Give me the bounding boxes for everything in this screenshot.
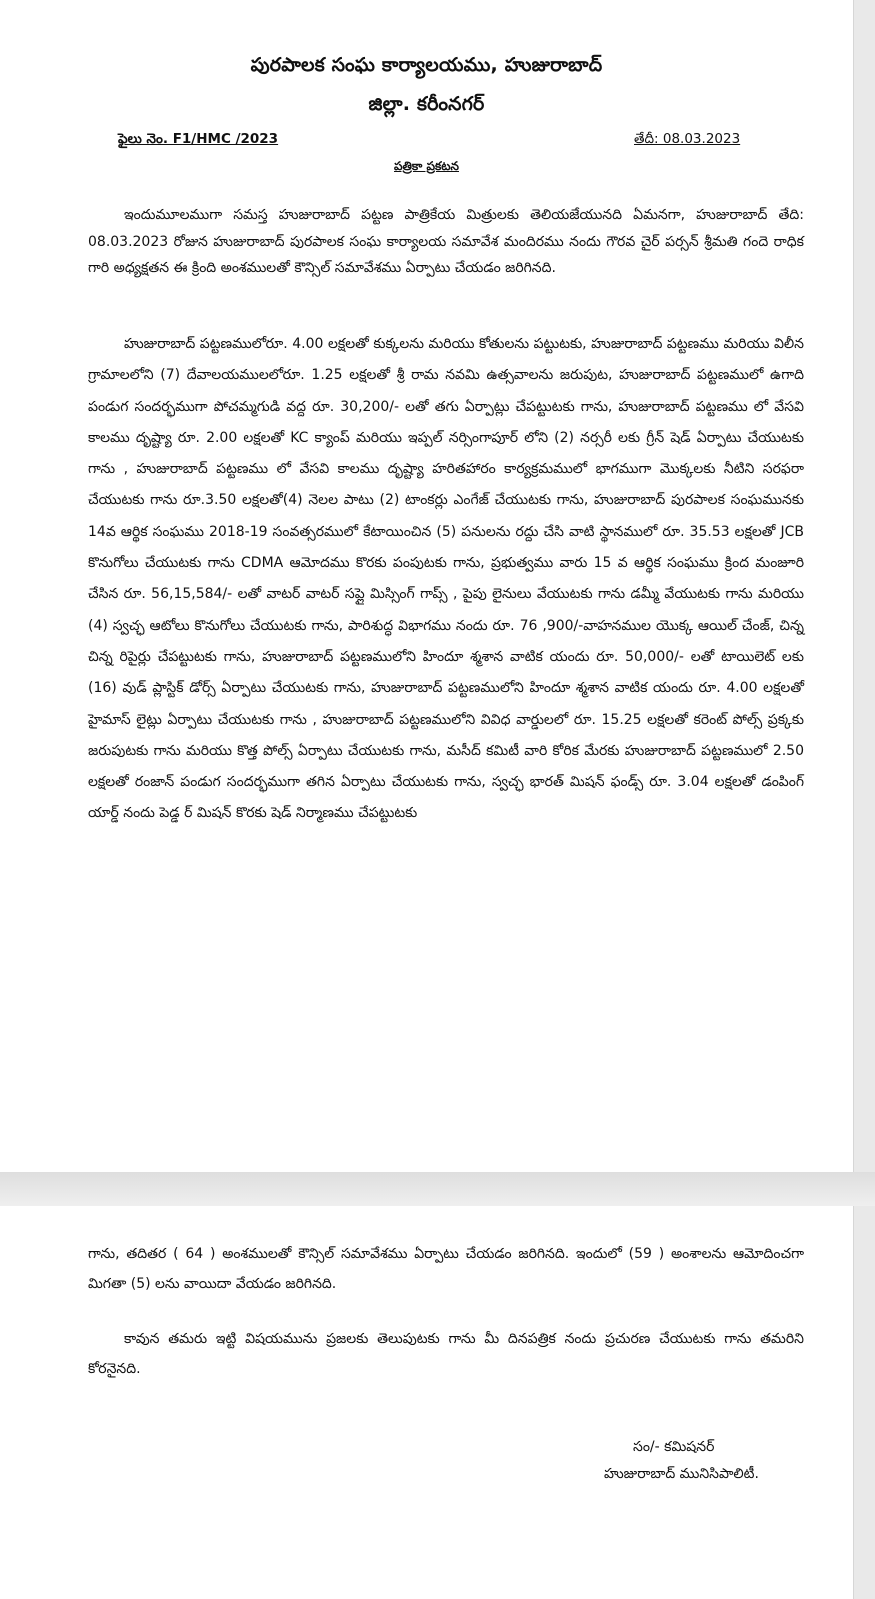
office-title: పురపాలక సంఘ కార్యాలయము, హుజురాబాద్	[250, 54, 603, 76]
agenda-paragraph: హుజురాబాద్ పట్టణములోరూ. 4.00 లక్షలతో కుక్కలను మరియు కోతులను పట్టుటకు, హుజురాబాద్ పట్టణము మరియు విలీన గ్రామాలలోని (7) దేవాలయములలోరూ. 1.25 లక్షలతో శ్రీ రామ నవమి ఉత్సవాలను జరుపుట, హుజురాబాద్ పట్టణములో ఉగాది పండుగ సందర్భముగా పోచమ్మగుడి వద్ద రూ. 30,200/- లతో తగు ఏర్పాట్లు చేపట్టుటకు గాను, హుజురాబాద్ పట్టణము లో వేసవి కాలము దృష్ట్యా రూ. 2.00 లక్షలతో KC క్యాంప్ మరియు ఇప్పల్ నర్సింగాపూర్ లోని (2) నర్సరీ లకు గ్రీన్ షెడ్ ఏర్పాటు చేయుటకు గాను , హుజురాబాద్ పట్టణము లో వేసవి కాలము దృష్ట్యా హరితహారం కార్యక్రమములో భాగముగా మొక్కలకు నీటిని సరఫరా చేయుటకు గాను రూ.3.50 లక్షలతో(4) నెలల పాటు (2) టాంకర్లు ఎంగేజ్ చేయుటకు గాను, హుజురాబాద్ పురపాలక సంఘమునకు 14వ ఆర్థిక సంఘము 2018-19 సంవత్సరములో కేటాయించిన (5) పనులను రద్దు చేసి వాటి స్థానములో రూ. 35.53 లక్షలతో JCB కొనుగోలు చేయుటకు గాను CDMA ఆమోదము కొరకు పంపుటకు గాను, ప్రభుత్వము వారు 15 వ ఆర్థిక సంఘము క్రింద మంజూరి చేసిన రూ. 56,15,584/- లతో వాటర్ వాటర్ సప్లై మిస్సింగ్ గాప్స్ , పైపు లైనులు వేయుటకు గాను డమ్మీ వేయుటకు గాను మరియు (4) స్వచ్ఛ ఆటోలు కొనుగోలు చేయుటకు గాను, పారిశుద్ధ విభాగము నందు రూ. 76 ,900/-వాహనముల యొక్క ఆయిల్ చేంజ్, చిన్న చిన్న రిపైర్లు చేపట్టుటకు గాను, హుజురాబాద్ పట్టణములోని హిందూ శ్మశాన వాటిక యందు రూ. 50,000/- లతో టాయిలెట్ లకు (16) వుడ్ ప్లాస్టిక్ డోర్స్ ఏర్పాటు చేయుటకు గాను, హుజురాబాద్ పట్టణములోని హిందూ శ్మశాన వాటిక యందు రూ. 4.00 లక్షలతో హైమాస్ లైట్లు ఏర్పాటు చేయుటకు గాను , హుజురాబాద్ పట్టణములోని వివిధ వార్డులలో రూ. 15.25 లక్షలతో కరెంట్ పోల్స్ ప్రక్కకు జరుపుటకు గాను మరియు కొత్త పోల్స్ ఏర్పాటు చేయుటకు గాను, మసీద్ కమిటీ వారి కోరిక మేరకు హుజురాబాద్ పట్టణములో 2.50 లక్షలతో రంజాన్ పండుగ సందర్భముగా తగిన ఏర్పాటు చేయుటకు గాను, స్వచ్ఛ భారత్ మిషన్ ఫండ్స్ రూ. 3.04 లక్షలతో డంపింగ్ యార్డ్ నందు పెడ్డ ర్ మిషన్ కొరకు షెడ్ నిర్మాణము చేపట్టుటకు	[88, 336, 804, 822]
press-release-heading: పత్రికా ప్రకటన	[394, 159, 459, 173]
signature-commissioner: సం/- కమిషనర్	[633, 1439, 715, 1455]
document-date: తేదీ: 08.03.2023	[634, 131, 741, 147]
page-separator	[0, 1172, 875, 1206]
intro-paragraph: ఇందుమూలముగా సమస్త హుజురాబాద్ పట్టణ పాత్రికేయ మిత్రులకు తెలియజేయునది ఏమనగా, హుజురాబాద్ తేది: 08.03.2023 రోజున హుజురాబాద్ పురపాలక సంఘ కార్యాలయ సమావేశ మందిరము నందు గౌరవ చైర్ పర్సన్ శ్రీమతి గందె రాధిక గారి అధ్యక్షతన ఈ క్రింది అంశములతో కౌన్సిల్ సమావేశము ఏర్పాటు చేయడం జరిగినది.	[88, 207, 804, 277]
continuation-paragraph: గాను, తదితర ( 64 ) అంశములతో కౌన్సిల్ సమావేశము ఏర్పాటు చేయడం జరిగినది. ఇందులో (59 ) అంశాలను ఆమోదించగా మిగతా (5) లను వాయిదా వేయడం జరిగినది.	[88, 1246, 804, 1292]
request-paragraph: కావున తమరు ఇట్టి విషయమును ప్రజలకు తెలుపుటకు గాను మీ దినపత్రిక నందు ప్రచురణ చేయుటకు గాను తమరిని కోరనైనది.	[88, 1331, 804, 1377]
file-number: ఫైలు నెం. F1/HMC /2023	[118, 131, 279, 147]
signature-municipality: హుజురాబాద్ మునిసిపాలిటీ.	[604, 1466, 759, 1482]
district-title: జిల్లా. కరీంనగర్	[368, 93, 485, 115]
